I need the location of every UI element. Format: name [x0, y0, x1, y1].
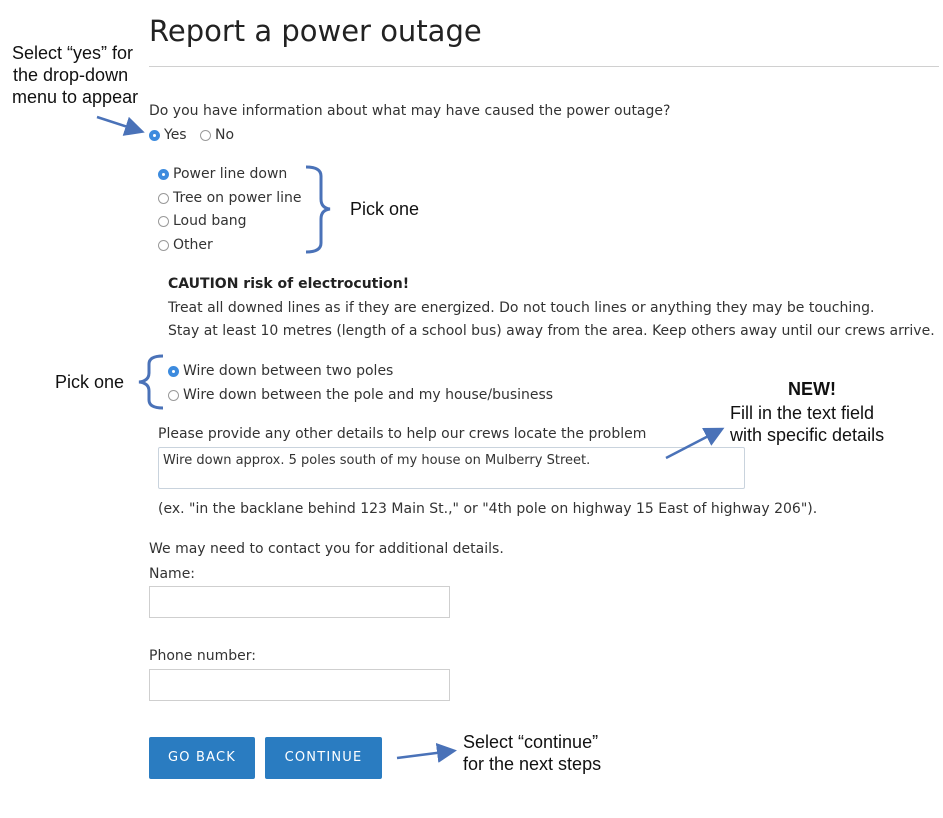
- annotation-new-title: NEW!: [788, 379, 836, 399]
- brace-left: [139, 356, 163, 408]
- go-back-button[interactable]: GO BACK: [149, 737, 255, 779]
- phone-label: Phone number:: [149, 648, 256, 664]
- name-label: Name:: [149, 566, 196, 582]
- page-title: Report a power outage: [149, 14, 482, 48]
- continue-button[interactable]: CONTINUE: [265, 737, 382, 779]
- arrow-to-textfield: [666, 430, 720, 458]
- annotation-select-yes-line3: menu to appear: [12, 87, 139, 107]
- arrow-to-yes: [97, 117, 140, 131]
- brace-right: [306, 167, 330, 252]
- arrow-to-continue: [397, 751, 452, 758]
- caution-line-2: Stay at least 10 metres (length of a school bus) away from the area. Keep others away until our crews arrive.: [168, 323, 935, 339]
- cause-question-label: Do you have information about what may have caused the power outage?: [149, 103, 671, 119]
- radio-yes-label: Yes: [164, 127, 187, 143]
- annotation-select-yes-line1: Select “yes” for: [12, 43, 134, 63]
- annotation-new-text-line2: with specific details: [730, 425, 885, 445]
- radio-no-label: No: [215, 127, 235, 143]
- radio-tree-on-power-line-label: Tree on power line: [173, 190, 302, 206]
- contact-intro: We may need to contact you for additional details.: [149, 541, 504, 557]
- radio-wire-pole-to-house-label: Wire down between the pole and my house/business: [183, 387, 554, 403]
- radio-other-label: Other: [173, 237, 213, 253]
- annotation-continue-hint-line2: for the next steps: [463, 754, 602, 774]
- radio-loud-bang-label: Loud bang: [173, 213, 247, 229]
- details-example-hint: (ex. "in the backlane behind 123 Main St.," or "4th pole on highway 15 East of highway 206").: [158, 501, 818, 517]
- annotation-new-text-line1: Fill in the text field: [730, 403, 875, 423]
- radio-wire-between-poles-label: Wire down between two poles: [183, 363, 394, 379]
- details-textarea[interactable]: Wire down approx. 5 poles south of my house on Mulberry Street.: [158, 447, 745, 489]
- annotation-select-yes-line2: the drop-down: [13, 65, 129, 85]
- details-label: Please provide any other details to help our crews locate the problem: [158, 426, 647, 442]
- annotation-continue-hint-line1: Select “continue”: [463, 732, 599, 752]
- annotation-pick-one-right: Pick one: [350, 199, 420, 219]
- annotation-pick-one-left: Pick one: [55, 372, 125, 392]
- radio-power-line-down-label: Power line down: [173, 166, 288, 182]
- caution-title: CAUTION risk of electrocution!: [168, 276, 410, 292]
- caution-line-1: Treat all downed lines as if they are energized. Do not touch lines or anything they may be touching.: [168, 300, 875, 316]
